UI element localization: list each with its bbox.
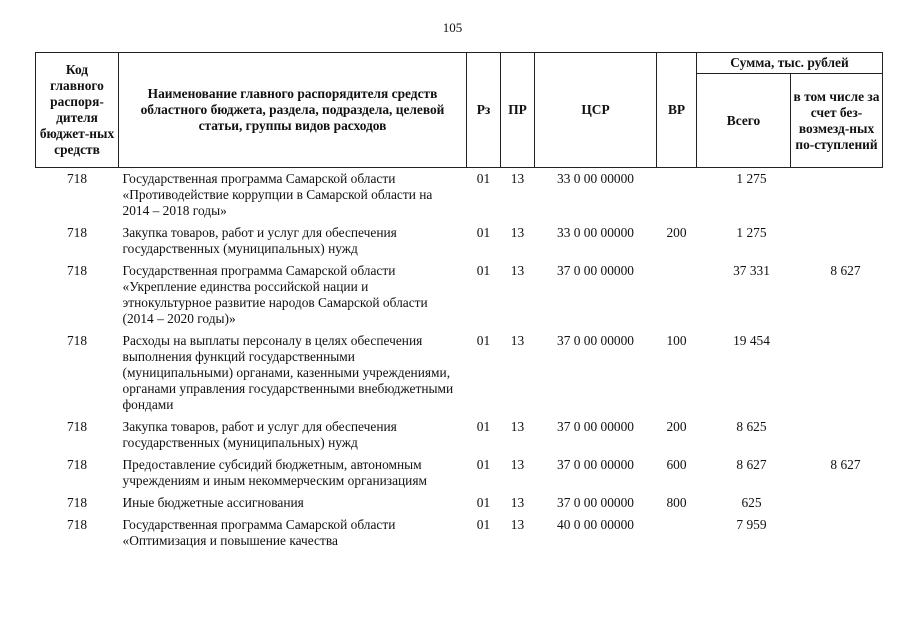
cell-gratis: 8 627	[830, 263, 861, 278]
cell-vr: 800	[666, 495, 687, 510]
cell-total: 19 454	[733, 333, 770, 348]
cell-code: 718	[66, 171, 88, 186]
cell-csr: 40 0 00 00000	[557, 517, 634, 532]
header-total: Всего	[697, 74, 791, 168]
cell-total: 1 275	[736, 171, 767, 186]
table-row	[36, 330, 883, 416]
cell-csr: 33 0 00 00000	[557, 225, 634, 240]
budget-table	[35, 52, 883, 552]
cell-rz: 01	[476, 517, 491, 532]
cell-name: Предоставление субсидий бюджетным, автономным учреждениям и иным некоммерческим организациям	[122, 457, 427, 488]
table-row	[36, 222, 883, 260]
cell-gratis: 8 627	[830, 457, 861, 472]
cell-code: 718	[66, 495, 88, 510]
cell-code: 718	[66, 419, 88, 434]
cell-name: Государственная программа Самарской области «Противодействие коррупции в Самарской области на 2014 – 2018 годы»	[122, 171, 433, 218]
table-row	[36, 168, 883, 223]
cell-gratis	[791, 168, 883, 223]
cell-csr: 37 0 00 00000	[557, 333, 634, 348]
cell-pr: 13	[510, 419, 525, 434]
cell-code: 718	[66, 263, 88, 278]
cell-total: 625	[741, 495, 762, 510]
header-csr: ЦСР	[535, 53, 657, 168]
cell-rz: 01	[476, 225, 491, 240]
cell-rz: 01	[476, 171, 491, 186]
cell-name: Закупка товаров, работ и услуг для обеспечения государственных (муниципальных) нужд	[122, 225, 397, 256]
header-gratis: в том числе за счет без-возмезд-ных по-ступлений	[791, 74, 883, 168]
cell-rz: 01	[476, 457, 491, 472]
cell-name: Государственная программа Самарской области «Укрепление единства российской нации и этнокультурное развитие народов Самарской области (2014 – 2020 годы)»	[122, 263, 428, 326]
cell-total: 8 625	[736, 419, 767, 434]
cell-csr: 37 0 00 00000	[557, 457, 634, 472]
cell-vr: 100	[666, 333, 687, 348]
cell-vr: 600	[666, 457, 687, 472]
cell-pr: 13	[510, 517, 525, 532]
cell-gratis	[791, 416, 883, 454]
table-row	[36, 416, 883, 454]
cell-total: 8 627	[736, 457, 767, 472]
cell-gratis	[791, 492, 883, 514]
cell-pr: 13	[510, 225, 525, 240]
cell-pr: 13	[510, 263, 525, 278]
header-code: Код главного распоря-дителя бюджет-ных средств	[36, 53, 119, 168]
cell-code: 718	[66, 457, 88, 472]
header-sum: Сумма, тыс. рублей	[697, 53, 883, 74]
header-name: Наименование главного распорядителя средств областного бюджета, раздела, подраздела, целевой статьи, группы видов расходов	[119, 53, 467, 168]
header-rz: Рз	[467, 53, 501, 168]
cell-rz: 01	[476, 419, 491, 434]
cell-csr: 37 0 00 00000	[557, 263, 634, 278]
cell-vr	[657, 260, 697, 330]
cell-total: 7 959	[736, 517, 767, 532]
header-pr: ПР	[501, 53, 535, 168]
table-header	[36, 53, 883, 168]
header-vr: ВР	[657, 53, 697, 168]
cell-code: 718	[66, 225, 88, 240]
cell-vr: 200	[666, 419, 687, 434]
cell-gratis	[791, 514, 883, 552]
cell-total: 1 275	[736, 225, 767, 240]
cell-csr: 37 0 00 00000	[557, 419, 634, 434]
cell-gratis	[791, 222, 883, 260]
table-row	[36, 514, 883, 552]
cell-rz: 01	[476, 495, 491, 510]
cell-name: Государственная программа Самарской области «Оптимизация и повышение качества	[122, 517, 396, 548]
cell-csr: 37 0 00 00000	[557, 495, 634, 510]
cell-name: Иные бюджетные ассигнования	[122, 495, 304, 510]
cell-pr: 13	[510, 495, 525, 510]
cell-vr	[657, 514, 697, 552]
table-row	[36, 492, 883, 514]
cell-rz: 01	[476, 263, 491, 278]
table-row	[36, 454, 883, 492]
cell-code: 718	[66, 333, 88, 348]
cell-vr: 200	[666, 225, 687, 240]
page-number: 105	[442, 20, 463, 35]
cell-csr: 33 0 00 00000	[557, 171, 634, 186]
cell-pr: 13	[510, 333, 525, 348]
cell-pr: 13	[510, 171, 525, 186]
cell-name: Закупка товаров, работ и услуг для обеспечения государственных (муниципальных) нужд	[122, 419, 397, 450]
table-row	[36, 260, 883, 330]
cell-name: Расходы на выплаты персоналу в целях обеспечения выполнения функций государственными (муниципальными) органами, казенными учреждениями, органами управления государственными внебюджетными фондами	[122, 333, 454, 412]
cell-pr: 13	[510, 457, 525, 472]
table-body	[36, 168, 883, 553]
cell-code: 718	[66, 517, 88, 532]
cell-gratis	[791, 330, 883, 416]
cell-vr	[657, 168, 697, 223]
cell-rz: 01	[476, 333, 491, 348]
cell-total: 37 331	[733, 263, 770, 278]
